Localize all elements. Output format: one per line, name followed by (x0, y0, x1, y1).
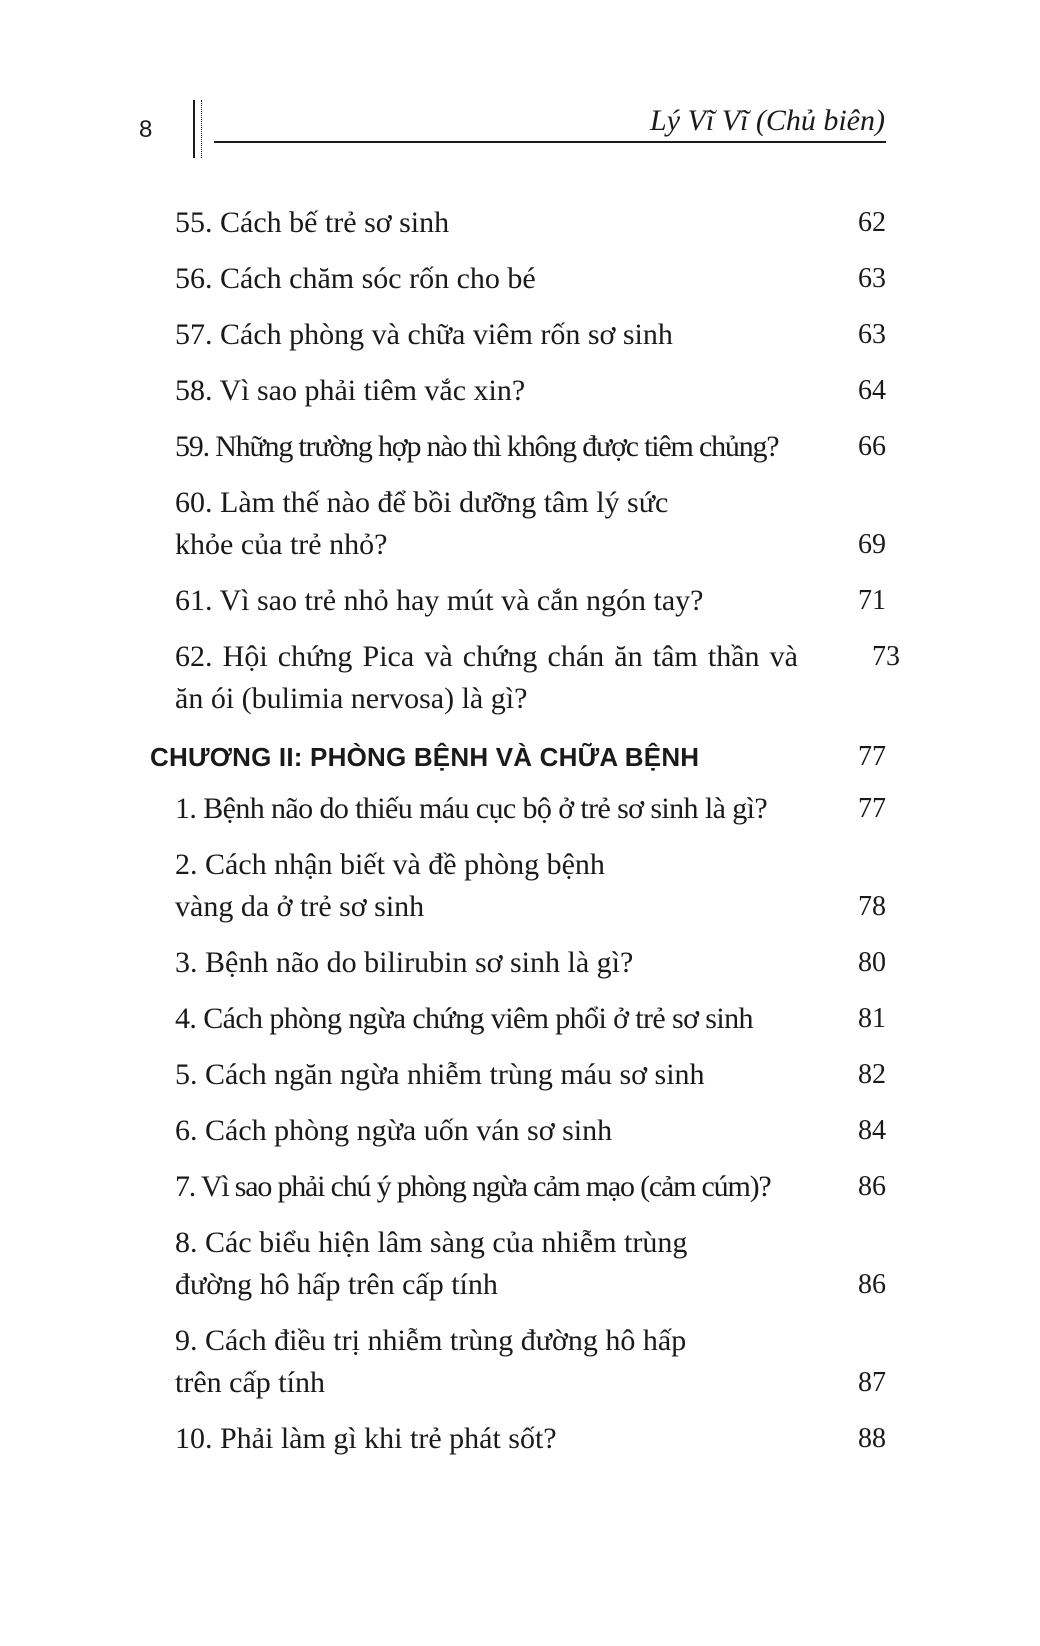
toc-entry-label: 2. Cách nhận biết và đề phòng bệnh vàng da ở trẻ sơ sinh (175, 848, 605, 923)
toc-entry-label: 4. Cách phòng ngừa chứng viêm phổi ở trẻ sơ sinh (175, 1002, 753, 1035)
chapter-heading (150, 736, 886, 778)
header-ornament (193, 100, 202, 158)
toc-entry-page: 80 (858, 947, 886, 978)
toc-entry-page: 64 (858, 375, 886, 406)
toc-entry-page: 88 (858, 1423, 886, 1454)
toc-entry-label: 58. Vì sao phải tiêm vắc xin? (175, 374, 526, 407)
toc-entry-label: 3. Bệnh não do bilirubin sơ sinh là gì? (175, 946, 634, 979)
toc-entry-label: 55. Cách bế trẻ sơ sinh (175, 206, 450, 239)
toc-entry-59 (150, 426, 886, 468)
toc-entry-page: 77 (858, 793, 886, 824)
toc-entry-page: 69 (858, 529, 886, 560)
toc-entry-page: 81 (858, 1003, 886, 1034)
toc-entry-label: 8. Các biểu hiện lâm sàng của nhiễm trùng đường hô hấp trên cấp tính (175, 1226, 688, 1301)
toc-entry-page: 86 (858, 1171, 886, 1202)
toc-entry-10 (150, 1418, 886, 1460)
toc-entry-55 (150, 202, 886, 244)
toc-entry-4 (150, 998, 886, 1040)
toc-entry-56 (150, 258, 886, 300)
toc-entry-label: 62. Hội chứng Pica và chứng chán ăn tâm thần và ăn ói (bulimia nervosa) là gì? (175, 640, 798, 715)
toc-entry-page: 71 (858, 585, 886, 616)
toc-entry-page: 63 (858, 319, 886, 350)
header-rule (214, 141, 886, 143)
toc-entry-page: 86 (858, 1269, 886, 1300)
toc-entry-58 (150, 370, 886, 412)
toc-entry-2 (150, 844, 886, 928)
toc-entry-label: 6. Cách phòng ngừa uốn ván sơ sinh (175, 1114, 613, 1147)
toc-entry-60 (150, 482, 886, 566)
toc-entry-page: 82 (858, 1059, 886, 1090)
toc-entry-page: 66 (858, 431, 886, 462)
toc-entry-label: 59. Những trường hợp nào thì không được tiêm chủng? (175, 430, 779, 463)
toc-entry-61 (150, 580, 886, 622)
toc-entry-label: 57. Cách phòng và chữa viêm rốn sơ sinh (175, 318, 673, 351)
toc-entry-label: 5. Cách ngăn ngừa nhiễm trùng máu sơ sinh (175, 1058, 705, 1091)
toc-entry-label: 56. Cách chăm sóc rốn cho bé (175, 262, 536, 295)
toc-entry-57 (150, 314, 886, 356)
toc-entry-62 (150, 636, 900, 720)
toc-entry-label: 61. Vì sao trẻ nhỏ hay mút và cắn ngón tay? (175, 584, 704, 617)
toc-entry-page: 87 (858, 1367, 886, 1398)
toc-entry-label: 9. Cách điều trị nhiễm trùng đường hô hấp trên cấp tính (175, 1324, 687, 1399)
table-of-contents (150, 202, 900, 1474)
toc-entry-page: 62 (858, 207, 886, 238)
page-number: 8 (139, 116, 153, 143)
toc-entry-page: 73 (872, 641, 900, 672)
toc-entry-3 (150, 942, 886, 984)
toc-entry-page: 78 (858, 891, 886, 922)
toc-entry-page: 63 (858, 263, 886, 294)
toc-entry-label: 7. Vì sao phải chú ý phòng ngừa cảm mạo (cảm cúm)? (175, 1170, 771, 1203)
toc-entry-5 (150, 1054, 886, 1096)
running-head: Lý Vĩ Vĩ (Chủ biên) (650, 104, 885, 137)
toc-entry-7 (150, 1166, 886, 1208)
toc-entry-8 (150, 1222, 886, 1306)
chapter-title: CHƯƠNG II: PHÒNG BỆNH VÀ CHỮA BỆNH (150, 742, 700, 772)
toc-entry-6 (150, 1110, 886, 1152)
toc-entry-9 (150, 1320, 886, 1404)
chapter-page: 77 (858, 741, 886, 772)
toc-entry-label: 10. Phải làm gì khi trẻ phát sốt? (175, 1422, 557, 1455)
toc-entry-1 (150, 788, 886, 830)
toc-entry-label: 1. Bệnh não do thiếu máu cục bộ ở trẻ sơ sinh là gì? (175, 792, 768, 825)
toc-entry-page: 84 (858, 1115, 886, 1146)
toc-entry-label: 60. Làm thế nào để bồi dưỡng tâm lý sức khỏe của trẻ nhỏ? (175, 486, 669, 561)
